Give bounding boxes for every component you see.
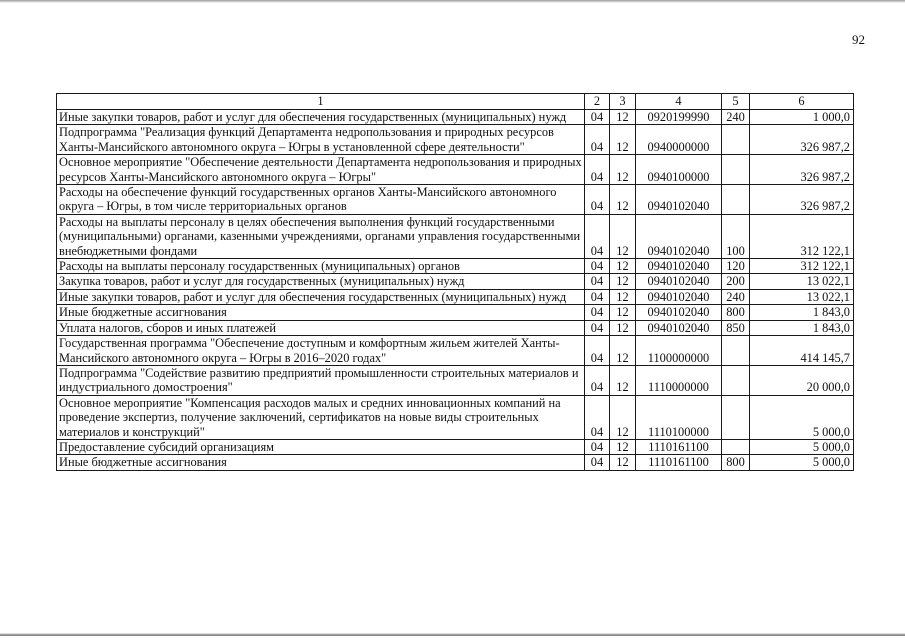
amount-cell: 13 022,1 — [750, 289, 854, 304]
name-cell: Иные закупки товаров, работ и услуг для обеспечения государственных (муниципальных) нужд — [57, 289, 585, 304]
subsection-cell: 12 — [610, 289, 636, 304]
expense-type-cell — [722, 365, 750, 395]
amount-cell: 414 145,7 — [750, 336, 854, 366]
name-cell: Подпрограмма "Реализация функций Департамента недропользования и природных ресурсов Ханты-Мансийского автономного округа – Югры в установленной сфере деятельности" — [57, 125, 585, 155]
target-article-cell: 1110000000 — [636, 365, 722, 395]
table-row — [57, 336, 854, 366]
subsection-cell: 12 — [610, 455, 636, 470]
amount-cell: 312 122,1 — [750, 259, 854, 274]
amount-cell: 5 000,0 — [750, 395, 854, 439]
expense-type-cell — [722, 155, 750, 185]
expense-type-cell — [722, 125, 750, 155]
section-cell: 04 — [585, 289, 610, 304]
subsection-cell: 12 — [610, 336, 636, 366]
section-cell: 04 — [585, 455, 610, 470]
target-article-cell: 0940102040 — [636, 259, 722, 274]
scan-edge-top — [0, 0, 905, 3]
amount-cell: 1 000,0 — [750, 110, 854, 125]
table-row — [57, 155, 854, 185]
name-cell: Предоставление субсидий организациям — [57, 439, 585, 454]
subsection-cell: 12 — [610, 365, 636, 395]
header-cell-2: 2 — [585, 94, 610, 110]
amount-cell: 1 843,0 — [750, 320, 854, 335]
name-cell: Подпрограмма "Содействие развитию предприятий промышленности строительных материалов и индустриального домостроения" — [57, 365, 585, 395]
expense-type-cell: 240 — [722, 110, 750, 125]
header-cell-1: 1 — [57, 94, 585, 110]
name-cell: Иные бюджетные ассигнования — [57, 305, 585, 320]
section-cell: 04 — [585, 125, 610, 155]
amount-cell: 326 987,2 — [750, 125, 854, 155]
target-article-cell: 1110100000 — [636, 395, 722, 439]
table-row — [57, 439, 854, 454]
target-article-cell: 0940102040 — [636, 305, 722, 320]
expense-type-cell: 100 — [722, 214, 750, 258]
expense-type-cell — [722, 185, 750, 215]
section-cell: 04 — [585, 439, 610, 454]
target-article-cell: 0940102040 — [636, 185, 722, 215]
section-cell: 04 — [585, 395, 610, 439]
expense-type-cell: 200 — [722, 274, 750, 289]
name-cell: Расходы на выплаты персоналу в целях обеспечения выполнения функций государственными (муниципальными) органами, казенными учреждениями, органами управления государственными внебюджетными фондами — [57, 214, 585, 258]
section-cell: 04 — [585, 320, 610, 335]
amount-cell: 326 987,2 — [750, 155, 854, 185]
section-cell: 04 — [585, 155, 610, 185]
amount-cell: 1 843,0 — [750, 305, 854, 320]
section-cell: 04 — [585, 110, 610, 125]
table-row — [57, 365, 854, 395]
subsection-cell: 12 — [610, 214, 636, 258]
target-article-cell: 0940000000 — [636, 125, 722, 155]
table-row — [57, 320, 854, 335]
table-row — [57, 289, 854, 304]
table-row — [57, 259, 854, 274]
amount-cell: 326 987,2 — [750, 185, 854, 215]
subsection-cell: 12 — [610, 110, 636, 125]
table-row — [57, 305, 854, 320]
subsection-cell: 12 — [610, 439, 636, 454]
name-cell: Основное мероприятие "Обеспечение деятельности Департамента недропользования и природных ресурсов Ханты-Мансийского автономного округа – Югры" — [57, 155, 585, 185]
budget-table — [56, 93, 854, 471]
name-cell: Закупка товаров, работ и услуг для государственных (муниципальных) нужд — [57, 274, 585, 289]
expense-type-cell: 800 — [722, 305, 750, 320]
name-cell: Основное мероприятие "Компенсация расходов малых и средних инновационных компаний на проведение экспертиз, получение заключений, сертификатов на новые виды строительных материалов и конструкций" — [57, 395, 585, 439]
subsection-cell: 12 — [610, 274, 636, 289]
name-cell: Уплата налогов, сборов и иных платежей — [57, 320, 585, 335]
table-row — [57, 125, 854, 155]
table-row — [57, 185, 854, 215]
amount-cell: 5 000,0 — [750, 455, 854, 470]
name-cell: Расходы на обеспечение функций государственных органов Ханты-Мансийского автономного округа – Югры, в том числе территориальных органов — [57, 185, 585, 215]
amount-cell: 13 022,1 — [750, 274, 854, 289]
name-cell: Государственная программа "Обеспечение доступным и комфортным жильем жителей Ханты-Мансийского автономного округа – Югры в 2016–2020 годах" — [57, 336, 585, 366]
subsection-cell: 12 — [610, 395, 636, 439]
table-row — [57, 110, 854, 125]
table-row — [57, 274, 854, 289]
section-cell: 04 — [585, 259, 610, 274]
section-cell: 04 — [585, 365, 610, 395]
expense-type-cell — [722, 336, 750, 366]
subsection-cell: 12 — [610, 125, 636, 155]
amount-cell: 20 000,0 — [750, 365, 854, 395]
target-article-cell: 0940102040 — [636, 320, 722, 335]
target-article-cell: 0940102040 — [636, 214, 722, 258]
subsection-cell: 12 — [610, 305, 636, 320]
expense-type-cell — [722, 439, 750, 454]
subsection-cell: 12 — [610, 185, 636, 215]
name-cell: Расходы на выплаты персоналу государственных (муниципальных) органов — [57, 259, 585, 274]
expense-type-cell: 120 — [722, 259, 750, 274]
expense-type-cell: 240 — [722, 289, 750, 304]
subsection-cell: 12 — [610, 320, 636, 335]
table-row — [57, 455, 854, 470]
subsection-cell: 12 — [610, 259, 636, 274]
target-article-cell: 0940100000 — [636, 155, 722, 185]
target-article-cell: 1110161100 — [636, 439, 722, 454]
name-cell: Иные закупки товаров, работ и услуг для обеспечения государственных (муниципальных) нужд — [57, 110, 585, 125]
section-cell: 04 — [585, 274, 610, 289]
table-header-row — [57, 94, 854, 110]
header-cell-5: 5 — [722, 94, 750, 110]
section-cell: 04 — [585, 185, 610, 215]
target-article-cell: 1110161100 — [636, 455, 722, 470]
section-cell: 04 — [585, 336, 610, 366]
target-article-cell: 1100000000 — [636, 336, 722, 366]
header-cell-3: 3 — [610, 94, 636, 110]
target-article-cell: 0920199990 — [636, 110, 722, 125]
section-cell: 04 — [585, 214, 610, 258]
target-article-cell: 0940102040 — [636, 289, 722, 304]
header-cell-4: 4 — [636, 94, 722, 110]
section-cell: 04 — [585, 305, 610, 320]
target-article-cell: 0940102040 — [636, 274, 722, 289]
table-row — [57, 214, 854, 258]
table-row — [57, 395, 854, 439]
expense-type-cell — [722, 395, 750, 439]
scan-edge-bottom — [0, 633, 905, 636]
header-cell-6: 6 — [750, 94, 854, 110]
amount-cell: 5 000,0 — [750, 439, 854, 454]
name-cell: Иные бюджетные ассигнования — [57, 455, 585, 470]
expense-type-cell: 800 — [722, 455, 750, 470]
page-number: 92 — [852, 32, 865, 47]
subsection-cell: 12 — [610, 155, 636, 185]
expense-type-cell: 850 — [722, 320, 750, 335]
amount-cell: 312 122,1 — [750, 214, 854, 258]
